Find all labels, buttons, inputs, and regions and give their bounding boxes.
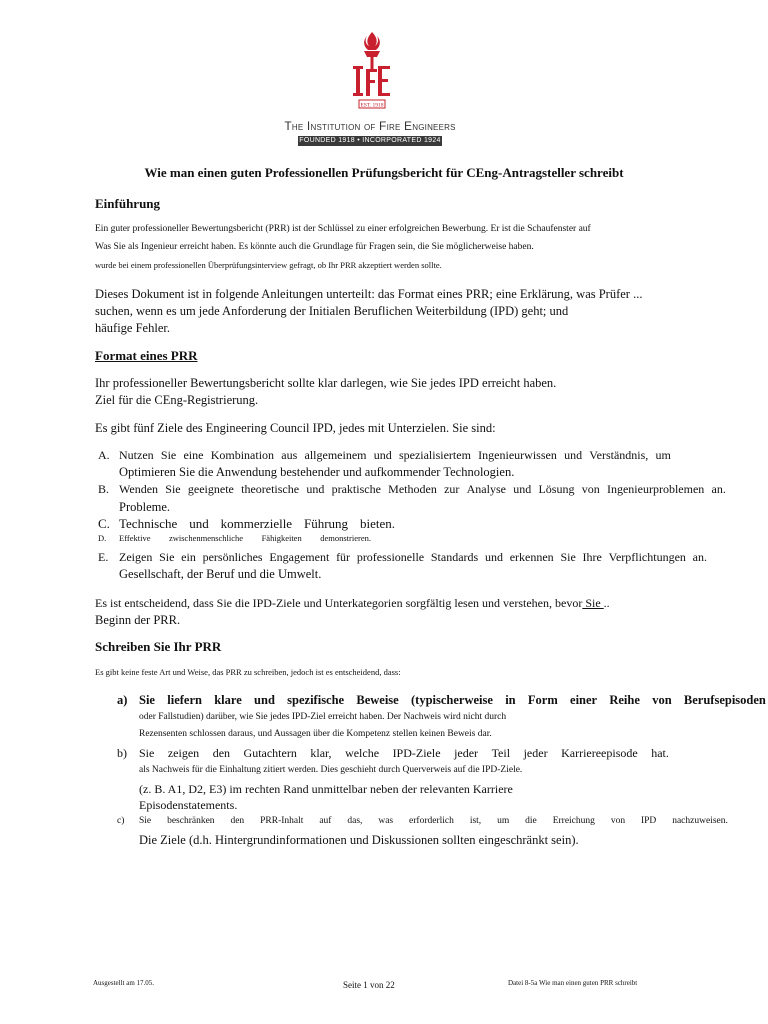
word: IPD: [640, 816, 657, 826]
word: Erreichung: [552, 816, 595, 826]
write-item-a-line-2: oder Fallstudien) darüber, wie Sie jedes IPD-Ziel erreicht haben. Der Nachweis wird nicht durch: [139, 712, 507, 722]
write-item-b-line-4: Episodenstatements.: [139, 798, 238, 812]
format-para1-line-1: Ihr professioneller Bewertungsbericht sollte klar darlegen, wie Sie jedes IPD erreicht haben.: [95, 376, 557, 390]
write-item-b-line-1: [139, 746, 669, 761]
word: und: [373, 448, 392, 462]
word: demonstrieren.: [320, 533, 371, 543]
intro-line-2: Was Sie als Ingenieur erreicht haben. Es könnte auch die Grundlage für Fragen sein, die Sie möglicherweise haben.: [95, 242, 534, 252]
word: erkennen: [509, 550, 554, 564]
list-item-label: D.: [98, 533, 107, 543]
word: Effektive: [119, 533, 151, 543]
intro-line-1: Ein guter professioneller Bewertungsbericht (PRR) ist der Schlüssel zu einer erfolgreichen Bewerbung. Er ist die Schaufenster auf: [95, 224, 591, 234]
word: und: [189, 516, 209, 531]
word: Sie: [160, 448, 177, 462]
word: beschränken: [167, 816, 215, 826]
write-item-b-line-3: (z. B. A1, D2, E3) im rechten Rand unmittelbar neben der relevanten Karriere: [139, 782, 513, 796]
word: PRR-Inhalt: [260, 816, 304, 826]
word: Nutzen: [119, 448, 154, 462]
word: auf: [319, 816, 332, 826]
word: und: [254, 693, 275, 707]
word: Standards: [430, 550, 479, 564]
word: Teil: [491, 746, 511, 760]
word: erforderlich: [409, 816, 454, 826]
list-item-a-line-2: Optimieren Sie die Anwendung bestehender und aufkommender Technologien.: [119, 465, 515, 479]
institution-logo: [272, 30, 468, 152]
intro-para2-line-3: häufige Fehler.: [95, 321, 170, 335]
word: Sie: [159, 550, 175, 564]
footer-issued: Ausgestellt am 17.05.: [93, 979, 155, 987]
torch-crest-icon: [350, 30, 394, 112]
word: eine: [183, 448, 204, 462]
list-item-c-line-1: [119, 516, 395, 532]
word: spezialisiertem: [398, 448, 471, 462]
word: aus: [281, 448, 298, 462]
founded-banner: FOUNDED 1918 • INCORPORATED 1924: [299, 137, 441, 144]
word: zwischenmenschliche: [168, 533, 244, 543]
write-intro: Es gibt keine feste Art und Weise, das PRR zu schreiben, jedoch ist es entscheidend, dass:: [95, 667, 401, 677]
word: um: [497, 816, 510, 826]
word: bieten.: [359, 516, 395, 531]
word: den: [212, 746, 231, 760]
word: persönliches: [202, 550, 263, 564]
word: liefern: [167, 693, 202, 707]
write-item-a-label: a): [117, 693, 128, 707]
format-para2: Es gibt fünf Ziele des Engineering Council IPD, jedes mit Unterzielen. Sie sind:: [95, 421, 496, 435]
section-heading-format: Format eines PRR: [95, 348, 198, 363]
format-para3-underlined: Sie: [582, 596, 604, 610]
word: praktische: [331, 482, 381, 496]
list-item-b-line-1: [119, 482, 726, 497]
format-para3-tail: ..: [603, 596, 610, 610]
list-item-a-line-1: [119, 448, 671, 463]
word: Gutachtern: [243, 746, 297, 760]
word: Ingenieurproblemen: [606, 482, 705, 496]
write-item-a-line-3: Rezensenten schlossen daraus, und Aussagen über die Kompetenz stellen keinen Beweis dar.: [139, 729, 492, 739]
word: nachzuweisen.: [672, 816, 728, 826]
section-heading-intro: Einführung: [95, 196, 161, 211]
write-item-c-line-1: [139, 816, 728, 826]
word: (typischerweise: [411, 693, 493, 707]
list-item-e-line-1: [119, 550, 707, 565]
section-heading-write: Schreiben Sie Ihr PRR: [95, 639, 222, 654]
word: Sie: [139, 693, 155, 707]
word: jeder: [454, 746, 479, 760]
word: für: [336, 550, 351, 564]
word: IPD-Ziele: [392, 746, 441, 760]
word: von: [610, 816, 626, 826]
word: Sie: [139, 746, 155, 760]
word: was: [378, 816, 394, 826]
intro-para2-line-2: suchen, wenn es um jede Anforderung der Initialen Beruflichen Weiterbildung (IPD) geht; und: [95, 304, 569, 318]
list-item-e-line-2: Gesellschaft, der Beruf und die Umwelt.: [119, 567, 322, 581]
word: ist,: [469, 816, 482, 826]
word: zeigen: [167, 746, 200, 760]
institution-name: The Institution of Fire Engineers: [284, 119, 456, 133]
footer-page-number: Seite 1 von 22: [343, 980, 395, 990]
word: Beweise: [356, 693, 399, 707]
word: an.: [711, 482, 726, 496]
write-item-b-line-2: als Nachweis für die Einhaltung zitiert werden. Dies geschieht durch Querverweis auf die IPD-Ziele.: [139, 765, 523, 775]
word: und: [484, 550, 503, 564]
word: Führung: [303, 516, 349, 531]
footer-file: Datei 8-5a Wie man einen guten PRR schreibt: [508, 979, 638, 987]
svg-text:EST. 1918: EST. 1918: [360, 102, 384, 109]
word: kommerzielle: [220, 516, 293, 531]
word: Verpflichtungen: [608, 550, 686, 564]
word: Berufsepisoden: [683, 693, 766, 707]
word: und: [513, 482, 532, 496]
word: Verständnis,: [589, 448, 649, 462]
word: geeignete: [187, 482, 234, 496]
word: spezifische: [287, 693, 345, 707]
write-item-c-label: c): [117, 816, 125, 826]
word: zur: [444, 482, 460, 496]
word: Lösung: [538, 482, 575, 496]
word: an.: [692, 550, 707, 564]
word: Ihre: [582, 550, 602, 564]
word: und: [564, 448, 583, 462]
format-para3-line-2: Beginn der PRR.: [95, 613, 181, 627]
word: den: [230, 816, 245, 826]
list-item-b-line-2: Probleme.: [119, 500, 171, 514]
word: Karriereepisode: [561, 746, 638, 760]
word: jeder: [523, 746, 548, 760]
word: um: [655, 448, 671, 462]
write-item-c-line-2: Die Ziele (d.h. Hintergrundinformationen und Diskussionen sollten eingeschränkt sein).: [139, 833, 579, 847]
format-para1-line-2: Ziel für die CEng-Registrierung.: [95, 393, 259, 407]
word: welche: [345, 746, 380, 760]
word: Form: [527, 693, 558, 707]
word: von: [581, 482, 600, 496]
word: von: [652, 693, 672, 707]
format-para3-text: Es ist entscheidend, dass Sie die IPD-Ziele und Unterkategorien sorgfältig lesen und verstehen, bevor: [95, 596, 583, 610]
write-item-b-label: b): [117, 746, 127, 760]
word: Fähigkeiten: [261, 533, 302, 543]
list-item-label: C.: [98, 516, 110, 531]
word: professionelle: [356, 550, 425, 564]
document-title: Wie man einen guten Professionellen Prüfungsbericht für CEng-Antragsteller schreibt: [144, 165, 624, 180]
list-item-label: B.: [98, 482, 110, 496]
word: ein: [181, 550, 196, 564]
word: in: [505, 693, 516, 707]
word: Kombination: [210, 448, 275, 462]
word: und: [306, 482, 325, 496]
format-para3-line-1: [95, 596, 610, 611]
word: Reihe: [609, 693, 640, 707]
word: theoretische: [241, 482, 300, 496]
word: Wenden: [119, 482, 159, 496]
word: die: [525, 816, 537, 826]
word: allgemeinem: [304, 448, 367, 462]
list-item-label: A.: [98, 448, 110, 462]
list-item-d-line-1: [119, 533, 371, 543]
word: Technische: [119, 516, 178, 531]
word: hat.: [651, 746, 669, 760]
word: Ingenieurwissen: [478, 448, 557, 462]
word: Engagement: [269, 550, 330, 564]
word: Methoden: [388, 482, 437, 496]
word: das,: [347, 816, 363, 826]
write-item-a-line-1: [139, 693, 766, 708]
word: Sie: [139, 816, 152, 826]
intro-line-3: wurde bei einem professionellen Überprüfungsinterview gefragt, ob Ihr PRR akzeptiert werden sollte.: [95, 260, 442, 270]
word: Zeigen: [119, 550, 153, 564]
word: einer: [570, 693, 598, 707]
word: klar,: [310, 746, 332, 760]
list-item-label: E.: [98, 550, 109, 564]
word: klare: [214, 693, 242, 707]
word: Analyse: [466, 482, 506, 496]
word: Sie: [560, 550, 576, 564]
word: Sie: [165, 482, 181, 496]
intro-para2-line-1: Dieses Dokument ist in folgende Anleitungen unterteilt: das Format eines PRR; eine Erklärung, was Prüfer ...: [95, 287, 643, 301]
